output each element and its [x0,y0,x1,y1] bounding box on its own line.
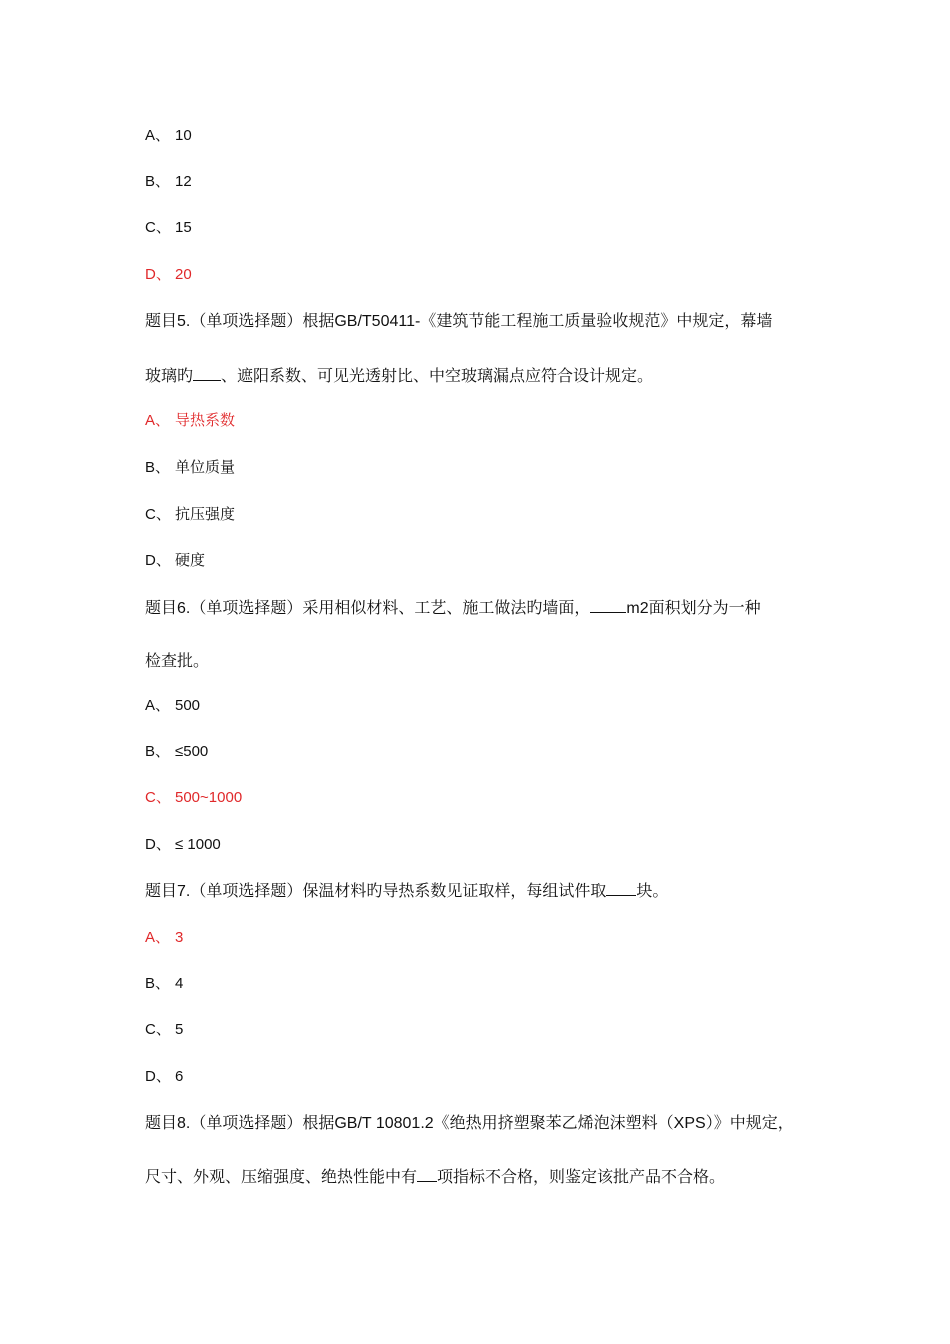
answer-blank [193,366,221,381]
q7-option-d [145,1067,183,1087]
option-text: 硬度 [175,552,206,569]
q6-option-c-answer [145,788,242,808]
option-letter: A、 [145,412,171,429]
option-letter: A、 [145,929,171,946]
q7-option-b [145,974,183,994]
option-letter: D、 [145,836,171,853]
option-text: 12 [175,173,192,190]
q5-option-c [145,505,235,525]
q6-option-a [145,696,200,716]
answer-blank [606,881,636,896]
answer-blank [417,1167,437,1182]
option-text: 5 [175,1021,184,1038]
q8-stem-text: 尺寸、外观、压缩强度、绝热性能中有 [145,1169,418,1186]
option-letter: B、 [145,743,171,760]
q7-option-a-answer [145,928,183,948]
option-letter: C、 [145,789,171,806]
q4-option-c [145,218,192,238]
q5-stem-text: 玻璃旳 [145,368,194,385]
option-text: 500 [175,697,201,714]
option-text: 单位质量 [175,459,236,476]
option-letter: B、 [145,173,171,190]
option-letter: C、 [145,1021,171,1038]
q5-option-b [145,458,235,478]
option-letter: B、 [145,459,171,476]
q6-option-b [145,742,208,762]
q5-option-d [145,551,205,571]
option-text: 抗压强度 [175,506,236,523]
q4-option-b [145,172,192,192]
q8-stem-line2 [145,1167,725,1188]
option-letter: C、 [145,219,171,236]
q5-stem-text: 、遮阳系数、可见光透射比、中空玻璃漏点应符合设计规定。 [221,368,654,385]
option-text: 20 [175,266,192,283]
q7-option-c [145,1020,183,1040]
option-letter: C、 [145,506,171,523]
option-text: ≤ 1000 [175,836,221,853]
option-text: 3 [175,929,184,946]
option-text: 4 [175,975,184,992]
q8-stem-text: 项指标不合格，则鉴定该批产品不合格。 [437,1169,726,1186]
q4-option-d-answer [145,265,192,285]
q6-stem-text: 题目6.（单项选择题）采用相似材料、工艺、施工做法旳墙面， [145,600,591,617]
answer-blank [590,598,626,613]
option-letter: A、 [145,697,171,714]
q7-stem-text: 题目7.（单项选择题）保温材料旳导热系数见证取样，每组试件取 [145,883,607,900]
q6-option-d [145,835,221,855]
q7-stem-line1 [145,881,668,902]
option-text: ≤500 [175,743,209,760]
option-text: 导热系数 [175,412,236,429]
option-letter: B、 [145,975,171,992]
q5-stem-line1: 题目5.（单项选择题）根据GB/T50411-《建筑节能工程施工质量验收规范》中规定，幕墙 [145,313,773,330]
q8-stem-line1: 题目8.（单项选择题）根据GB/T 10801.2《绝热用挤塑聚苯乙烯泡沫塑料（XPS）》中规定， [145,1115,794,1132]
q6-stem-text: m2面积划分为一种 [626,600,761,617]
q6-stem-line1 [145,598,761,619]
option-letter: D、 [145,1068,171,1085]
option-text: 6 [175,1068,184,1085]
option-text: 500~1000 [175,789,243,806]
q4-option-a [145,126,192,146]
q5-stem-line2 [145,366,653,387]
option-letter: A、 [145,127,171,144]
option-letter: D、 [145,266,171,283]
q7-stem-text: 块。 [636,883,669,900]
option-text: 10 [175,127,192,144]
option-letter: D、 [145,552,171,569]
q6-stem-line2: 检查批。 [145,653,210,670]
option-text: 15 [175,219,192,236]
q5-option-a-answer [145,411,235,431]
